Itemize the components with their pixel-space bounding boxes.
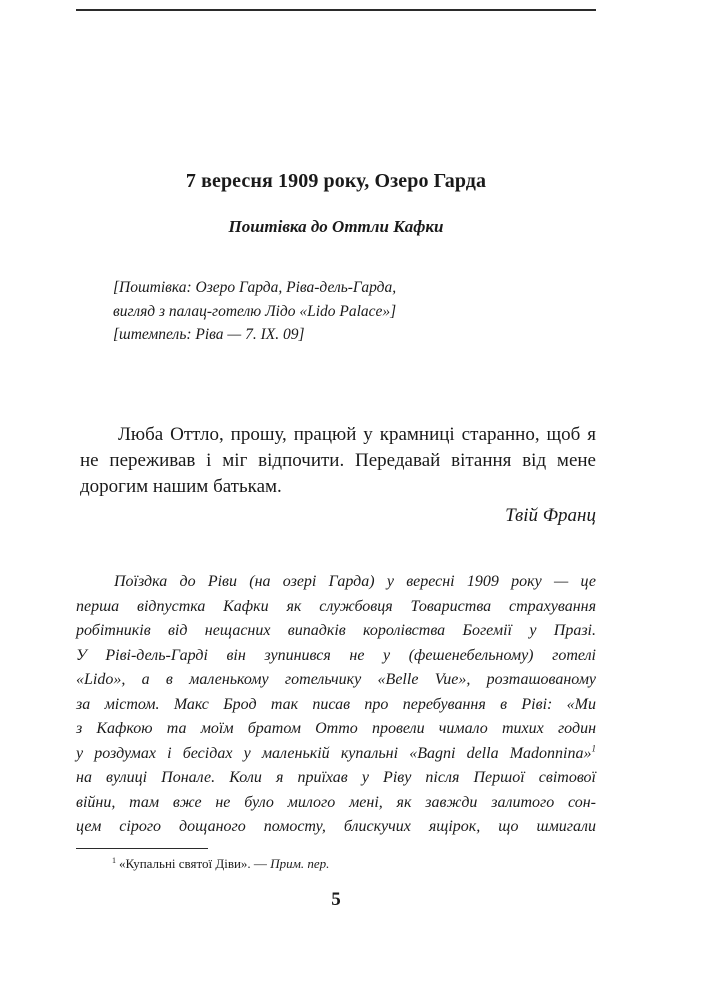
- page-title: 7 вересня 1909 року, Озеро Гарда: [185, 170, 487, 192]
- letter-body: Люба Оттло, прошу, працюй у крамниці старанно, щоб я не переживав і міг відпочити. Передавай вітання від мене дорогим нашим батькам.: [80, 424, 596, 497]
- commentary: [76, 570, 596, 840]
- letter-signature: Твій Франц: [505, 505, 596, 526]
- commentary-line: за містом. Макс Брод так писав про перебування в Ріві: «Ми: [76, 695, 596, 713]
- editorial-note-line: [штемпель: Ріва — 7. IX. 09]: [113, 326, 305, 343]
- letter: [80, 422, 596, 529]
- footnote-reference: 1: [591, 743, 596, 754]
- commentary-line: війни, там вже не було милого мені, як завжди залитого сон-: [76, 793, 596, 811]
- commentary-line: Поїздка до Ріви (на озері Гарда) у вересні 1909 року — це: [114, 573, 596, 590]
- page-subtitle: Поштівка до Оттли Кафки: [228, 217, 444, 236]
- editorial-note: [113, 276, 583, 347]
- commentary-line-text: у роздумах і бесідах у маленькій купальні «Bagni della Madonnina»: [76, 744, 592, 762]
- footnote-rule: [76, 848, 208, 849]
- commentary-line: перша відпустка Кафки як службовця Товариства страхування: [76, 597, 596, 615]
- commentary-line: на вулиці Понале. Коли я приїхав у Ріву після Першої світової: [76, 769, 596, 786]
- footnote: [112, 856, 329, 872]
- top-rule: [76, 9, 596, 11]
- commentary-line: з Кафкою та моїм братом Отто провели чимало тихих годин: [76, 720, 596, 737]
- footnote-marker: 1: [112, 855, 116, 865]
- editorial-note-line: вигляд з палац-готелю Лідо «Lido Palace»]: [113, 302, 397, 320]
- footnote-attribution: Прим. пер.: [270, 856, 330, 871]
- commentary-line: робітників від нещасних випадків королівства Богемії у Празі.: [76, 622, 596, 639]
- footnote-text: «Купальні святої Діви». —: [119, 856, 271, 871]
- commentary-line-with-footnote: [76, 742, 596, 767]
- page-number: 5: [331, 889, 341, 910]
- commentary-line: У Ріві-дель-Гарді він зупинився не у (фешенебельному) готелі: [76, 646, 596, 664]
- commentary-line: «Lido», а в маленькому готельчику «Belle Vue», розташованому: [76, 671, 596, 688]
- commentary-line: цем сірого дощаного помосту, блискучих ящірок, що шмигали: [76, 818, 596, 835]
- editorial-note-line: [Поштівка: Озеро Гарда, Ріва-дель-Гарда,: [113, 279, 397, 296]
